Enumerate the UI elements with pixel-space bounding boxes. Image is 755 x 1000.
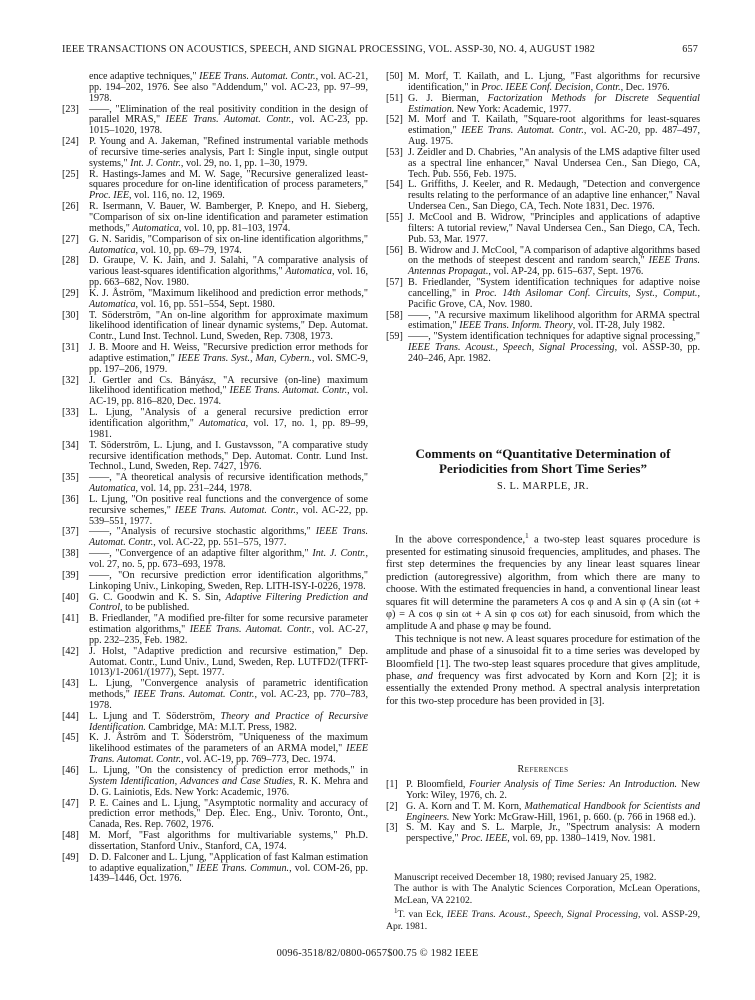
reference-item — [62, 593, 368, 615]
reference-item — [62, 733, 368, 766]
reference-source: IEEE Trans. Syst., Man, Cybern. — [177, 352, 312, 364]
reference-segment: , Pacific Grove, CA, Nov. 1980. — [408, 287, 700, 310]
reference-segment: , to be published. — [120, 602, 190, 614]
reference-source: Proc. IEEE Conf. Decision, Contr. — [481, 81, 621, 93]
reference-item — [62, 614, 368, 647]
reference-source: Proc. IEEE — [461, 833, 508, 845]
reference-item — [62, 571, 368, 593]
reference-number: [39] — [62, 569, 79, 581]
reference-segment: M. Morf, "Fast algorithms for multivariable systems," Ph.D. dissertation, Stanford Univ., Stanford, CA, 1974. — [89, 830, 368, 852]
paragraph — [386, 634, 700, 708]
reference-segment: T. Söderström, L. Ljung, and I. Gustavsson, "A comparative study recursive identification methods," Dep. Automat. Contr. Lund Inst. Technol., Lund, Sweden, Rep. 7427, 1976. — [89, 439, 368, 473]
reference-item — [386, 802, 700, 824]
text: frequency was first advocated by Korn and Korn [2]; it is essentially the extended Prony method. A spectral analysis interpretation for this two-step procedure has been provided in [3]. — [386, 670, 701, 707]
reference-segment: L. Ljung, "On positive real functions and the convergence of some recursive schemes," — [89, 493, 368, 516]
article-title: Comments on “Quantitative Determination of Periodicities from Short Time Series” — [415, 446, 671, 476]
reference-segment: , vol. 16, pp. 551–554, Sept. 1980. — [135, 298, 275, 310]
reference-number: [43] — [62, 678, 79, 690]
reference-segment: , vol. AC-22, pp. 551–575, 1977. — [153, 537, 287, 549]
reference-text — [89, 527, 368, 549]
reference-source: IEEE Trans. Automat. Contr. — [165, 114, 292, 126]
reference-segment: D. Graupe, V. K. Jain, and J. Salahi, "A comparative analysis of various least-squares identification algorithms," — [89, 255, 368, 278]
reference-text — [408, 115, 700, 148]
reference-segment: L. Ljung, "On the consistency of prediction error methods," in — [89, 765, 368, 776]
reference-number: [29] — [62, 287, 79, 299]
reference-source: Adaptive Filtering Prediction and Control — [89, 591, 368, 614]
reference-item — [62, 799, 368, 832]
reference-number: [30] — [62, 309, 79, 321]
reference-source: Proc. IEE — [89, 190, 129, 202]
reference-text — [89, 235, 368, 257]
reference-segment: B. Friedlander, "A modified pre-filter for some recursive parameter estimation algorithms," — [89, 613, 368, 636]
reference-segment: L. Griffiths, J. Keeler, and R. Medaugh, "Detection and convergence results relating to the performance of an adaptive line enhancer," Naval Undersea Cen., San Diego, CA, Tech. Note 1831, Dec. 1976. — [408, 179, 700, 213]
text: a two-step least squares procedure is presented for estimating sinusoid frequencies, amplitudes, and phases. The first step determines the frequencies by any linear least squares linear prediction (autoregressive) algorithm, from which there are many to choose. With the estimated frequencies in hand, a conventional linear least squares fit will determine the parameters A cos φ and A sin φ (A sin (ωt + φ) = A cos φ sin ωt + A sin φ cos ωt) for each sinusoid, from which the amplitude A and phase φ may be found. — [386, 534, 701, 633]
article-body — [386, 530, 700, 708]
reference-text — [89, 202, 368, 235]
footnote-mark: 1 — [525, 532, 529, 540]
ref-text: ence adaptive techniques," — [89, 71, 200, 82]
reference-source: IEEE Trans. Automat. Contr. — [229, 385, 348, 397]
text: and — [417, 670, 433, 682]
reference-segment: L. Ljung and T. Söderström, — [89, 710, 221, 722]
article-references — [386, 780, 700, 845]
reference-segment: J. Zeidler and D. Chabries, "An analysis of the LMS adaptive filter used as a spectral line enhancer," Naval Undersea Cen., San Diego, CA, Tech. Pub. 556, Feb. 1975. — [408, 146, 700, 180]
reference-number: [1] — [386, 779, 398, 790]
reference-source: IEEE Trans. Automat. Contr. — [461, 125, 584, 137]
reference-text — [89, 614, 368, 647]
reference-source: Int. J. Contr. — [312, 548, 366, 560]
reference-item — [62, 137, 368, 170]
reference-item — [62, 343, 368, 376]
reference-segment: J. B. Moore and H. Weiss, "Recursive prediction error methods for adaptive estimation," — [89, 342, 368, 364]
reference-number: [27] — [62, 233, 79, 245]
left-column-references — [62, 72, 368, 885]
reference-number: [38] — [62, 548, 79, 560]
reference-number: [25] — [62, 168, 79, 180]
reference-text — [89, 647, 368, 680]
reference-item — [62, 549, 368, 571]
reference-number: [37] — [62, 526, 79, 538]
reference-number: [28] — [62, 255, 79, 267]
reference-text — [408, 148, 700, 181]
reference-segment: P. Young and A. Jakeman, "Refined instrumental variable methods of recursive time-series analysis, Part I: Single input, single output systems," — [89, 136, 368, 169]
reference-segment: ——, "Convergence of an adaptive filter algorithm," — [89, 548, 313, 560]
reference-text — [408, 278, 700, 311]
reference-source: Int. J. Contr. — [130, 157, 181, 169]
reference-source: IEEE Trans. Automat. Contr. — [133, 689, 255, 701]
reference-number: [31] — [62, 342, 79, 354]
reference-source: Automatica — [89, 298, 136, 310]
reference-item — [62, 289, 368, 311]
reference-item — [62, 256, 368, 289]
reference-segment: , vol. 27, no. 5, pp. 673–693, 1978. — [89, 548, 368, 570]
reference-source: Mathematical Handbook for Scientists and Engineers. — [406, 800, 700, 823]
reference-segment: G. A. Korn and T. M. Korn, — [406, 800, 525, 812]
reference-item — [62, 105, 368, 138]
reference-number: [34] — [62, 439, 79, 451]
reference-segment: ——, "A theoretical analysis of recursive identification methods," — [89, 472, 368, 484]
reference-segment: , vol. 16, pp. 663–682, Nov. 1980. — [89, 266, 368, 289]
text: This technique is not new. A least squares procedure for estimation of the amplitude and phase of a sinusoidal fit to a time series was developed by Bloomfield [1]. The two-step least squares procedure that gives amplitude, phase, — [386, 633, 700, 682]
reference-number: [54] — [386, 179, 403, 191]
reference-segment: , vol. 69, pp. 1380–1419, Nov. 1981. — [507, 833, 656, 845]
reference-item — [386, 213, 700, 246]
reference-segment: J. McCool and B. Widrow, "Principles and applications of adaptive filters: A tutorial review," Naval Undersea Cen., San Diego, CA, Tech. Pub. 53, Mar. 1977. — [408, 211, 700, 245]
reference-segment: ——, "System identification techniques for adaptive signal processing," — [408, 331, 700, 343]
reference-segment: P. E. Caines and L. Ljung, "Asymptotic normality and accuracy of prediction error methods," Dep. Elec. Eng., Univ. Toronto, Ont., Canada, Res. Rep. 7602, 1976. — [89, 797, 368, 831]
reference-text — [89, 571, 368, 593]
reference-segment: , vol. 10, pp. 69–79, 1974. — [135, 244, 242, 256]
reference-source: Automatica — [132, 222, 179, 234]
footnote — [386, 906, 700, 932]
reference-text — [406, 780, 700, 802]
reference-list — [62, 105, 368, 886]
reference-item — [386, 780, 700, 802]
reference-segment: New York: McGraw-Hill, 1961, p. 660. (p. 766 in 1968 ed.). — [449, 811, 696, 823]
reference-segment: J. Holst, "Adaptive prediction and recursive estimation," Dep. Automat. Contr., Lund Univ., Lund, Sweden, Rep. LUTFD2/(TFRT-1013)/1-2061/(1977), Sept. 1977. — [89, 645, 368, 679]
reference-item — [62, 376, 368, 409]
reference-segment: , vol. 17, no. 1, pp. 89–99, 1981. — [89, 418, 368, 440]
footnote-mark: 1 — [394, 907, 398, 916]
references-heading: References — [517, 764, 569, 775]
reference-number: [52] — [386, 114, 403, 126]
reference-item — [62, 647, 368, 680]
reference-segment: , vol. AC-27, pp. 232–235, Feb. 1982. — [89, 624, 369, 646]
reference-text — [89, 831, 368, 853]
reference-text — [408, 94, 700, 116]
reference-text — [89, 376, 368, 409]
reference-segment: , vol. AP-24, pp. 615–637, Sept. 1976. — [488, 266, 644, 278]
reference-text — [89, 549, 368, 571]
reference-segment: , vol. AC-23, pp. 1015–1020, 1978. — [89, 114, 368, 137]
reference-segment: M. Morf and T. Kailath, "Square-root algorithms for least-squares estimation," — [408, 114, 700, 137]
reference-number: [46] — [62, 765, 79, 776]
reference-number: [50] — [386, 71, 403, 82]
reference-source: Automatica — [285, 266, 332, 278]
reference-number: [40] — [62, 591, 79, 603]
reference-segment: , vol. IT-28, July 1982. — [572, 320, 665, 332]
reference-number: [45] — [62, 732, 79, 744]
reference-item — [62, 170, 368, 203]
reference-number: [36] — [62, 493, 79, 505]
reference-segment: M. Morf, T. Kailath, and L. Ljung, "Fast algorithms for recursive identification," in — [408, 71, 700, 93]
reference-segment: Cambridge, MA: M.I.T. Press, 1982. — [145, 721, 297, 733]
reference-segment: , vol. AC-23, pp. 770–783, 1978. — [89, 689, 369, 711]
reference-text — [89, 679, 368, 712]
reference-number: [44] — [62, 710, 79, 722]
reference-source: Automatica — [89, 483, 136, 495]
reference-item — [386, 823, 700, 845]
reference-item — [62, 853, 368, 886]
reference-segment: J. Gertler and Cs. Bányász, "A recursive (on-line) maximum likelihood identification method," — [89, 374, 368, 397]
reference-text — [89, 289, 368, 311]
reference-segment: G. N. Saridis, "Comparison of six on-line identification algorithms," — [89, 233, 368, 245]
reference-text — [89, 593, 368, 615]
reference-text — [89, 495, 368, 528]
reference-text — [408, 311, 700, 333]
reference-source: Fourier Analysis of Time Series: An Introduction. — [469, 779, 678, 790]
reference-source: Automatica — [199, 418, 246, 429]
reference-source: IEEE Trans. Commun. — [196, 862, 290, 874]
reference-segment: L. Ljung, "Analysis of a general recursive prediction error identification algorithm," — [89, 407, 368, 429]
reference-source: IEEE Trans. Antennas Propagat. — [408, 255, 700, 278]
article-notes — [386, 872, 700, 932]
reference-segment: R. Hastings-James and M. W. Sage, "Recursive generalized least-squares procedure for on-line identification of process parameters," — [89, 168, 368, 191]
reference-segment: , vol. AC-19, pp. 816–820, Dec. 1974. — [89, 385, 368, 408]
reference-segment: K. J. Åström, "Maximum likelihood and prediction error methods," — [89, 287, 368, 299]
right-column-references — [386, 72, 700, 365]
reference-number: [24] — [62, 136, 79, 148]
reference-text — [89, 311, 368, 344]
reference-item — [62, 311, 368, 344]
reference-segment: , vol. SMC-9, pp. 197–206, 1979. — [89, 352, 368, 375]
reference-item — [62, 831, 368, 853]
ref-text: , vol. AC-21, pp. 194–202, 1976. See also "Addendum," vol. AC-23, pp. 97–99, 1978. — [89, 71, 369, 104]
reference-text — [89, 441, 368, 474]
reference-item — [62, 408, 368, 441]
reference-number: [33] — [62, 407, 79, 419]
reference-source: Theory and Practice of Recursive Identification. — [89, 710, 368, 733]
reference-item — [62, 679, 368, 712]
reference-number: [53] — [386, 146, 403, 158]
reference-number: [3] — [386, 822, 398, 834]
reference-number: [41] — [62, 613, 79, 625]
reference-segment: , vol. 10, pp. 81–103, 1974. — [178, 222, 291, 234]
reference-segment: ——, "A recursive maximum likelihood algorithm for ARMA spectral estimation," — [408, 309, 700, 332]
reference-text — [89, 170, 368, 203]
reference-text — [408, 72, 700, 94]
reference-text — [89, 766, 368, 799]
reference-source: IEEE Trans. Automat. Contr. — [189, 624, 312, 636]
reference-number: [57] — [386, 277, 403, 289]
reference-segment: L. Ljung, "Convergence analysis of parametric identification methods," — [89, 678, 368, 701]
reference-source: IEEE Trans. Automat. Contr. — [174, 504, 296, 516]
reference-segment: , Dec. 1976. — [620, 81, 670, 93]
reference-item — [62, 235, 368, 257]
reference-item — [386, 332, 700, 365]
reference-segment: ——, "Elimination of the real positivity condition in the design of parallel MRAS," — [89, 103, 368, 126]
reference-number: [55] — [386, 211, 403, 223]
reference-segment: D. D. Falconer and L. Ljung, "Application of fast Kalman estimation to adaptive equalization," — [89, 851, 368, 874]
reference-item — [62, 495, 368, 528]
reference-number: [49] — [62, 851, 79, 863]
reference-segment: , vol. 29, no. 1, pp. 1–30, 1979. — [180, 157, 308, 169]
reference-segment: , vol. AC-22, pp. 539–551, 1977. — [89, 504, 369, 527]
reference-segment: , vol. 116, no. 12, 1969. — [129, 190, 225, 202]
reference-item — [386, 148, 700, 181]
reference-segment: , vol. COM-26, pp. 1439–1446, Oct. 1976. — [89, 862, 368, 885]
reference-text — [89, 853, 368, 886]
reference-text — [89, 408, 368, 441]
reference-segment: ——, "On recursive prediction error identification algorithms," Linkoping Univ., Linkoping, Sweden, Rep. LITH-ISY-I-0226, 1978. — [89, 569, 368, 592]
reference-text — [89, 799, 368, 832]
reference-segment: , vol. AC-20, pp. 487–497, Aug. 1975. — [408, 125, 701, 148]
reference-continuation — [62, 72, 368, 105]
reference-segment: , vol. AC-19, pp. 769–773, Dec. 1974. — [181, 754, 336, 766]
reference-number: [42] — [62, 645, 79, 657]
reference-item — [386, 94, 700, 116]
reference-segment: T. Söderström, "An on-line algorithm for approximate maximum likelihood identification of linear dynamic systems," Dep. Automat. Contr., Lund Inst. Technol. Lund, Sweden, Rep. 7308, 1973. — [89, 309, 368, 343]
reference-source: IEEE Trans. Automat. Contr. — [89, 526, 368, 549]
reference-source: System Identification, Advances and Case Studies — [89, 775, 293, 787]
reference-source: IEEE Trans. Inform. Theory — [459, 320, 573, 332]
author-affiliation: The author is with The Analytic Sciences Corporation, McLean Operations, McLean, VA 22102. — [394, 883, 700, 906]
reference-number: [51] — [386, 92, 403, 104]
reference-item — [386, 311, 700, 333]
reference-segment: B. Friedlander, "System identification techniques for adaptive noise cancelling," in — [408, 277, 700, 299]
reference-text — [408, 246, 700, 279]
reference-number: [2] — [386, 800, 398, 812]
reference-segment: , vol. ASSP-30, pp. 240–246, Apr. 1982. — [408, 342, 700, 364]
copyright-footer: 0096-3518/82/0800-0657$00.75 © 1982 IEEE — [276, 948, 479, 959]
reference-segment: , vol. 14, pp. 231–244, 1978. — [135, 483, 252, 495]
reference-segment: G. J. Bierman, — [408, 92, 488, 104]
text: , vol. ASSP-29, Apr. 1981. — [386, 909, 700, 932]
reference-item — [62, 202, 368, 235]
reference-segment: B. Widrow and J. McCool, "A comparison of adaptive algorithms based on the methods of steepest descent and random search," — [408, 244, 700, 267]
reference-source: IEEE Trans. Acoust., Speech, Signal Processing — [408, 342, 615, 354]
reference-item — [62, 766, 368, 799]
reference-segment: New York: Wiley, 1976, ch. 2. — [406, 779, 700, 801]
reference-source: Factorization Methods for Discrete Sequential Estimation. — [408, 92, 700, 115]
reference-source: IEEE Trans. Automat. Contr. — [89, 743, 368, 766]
reference-number: [58] — [386, 309, 403, 321]
reference-number: [35] — [62, 472, 79, 484]
reference-item — [386, 72, 700, 94]
reference-number: [26] — [62, 201, 79, 213]
reference-item — [386, 180, 700, 213]
reference-number: [48] — [62, 830, 79, 842]
reference-text — [89, 712, 368, 734]
reference-text — [408, 213, 700, 246]
reference-segment: , R. K. Mehra and D. G. Lainiotis, Eds. New York: Academic, 1976. — [89, 775, 369, 798]
text: In the above correspondence, — [395, 534, 526, 546]
reference-text — [89, 343, 368, 376]
reference-segment: ——, "Analysis of recursive stochastic algorithms," — [89, 526, 316, 538]
reference-segment: G. C. Goodwin and K. S. Sin, — [89, 591, 226, 603]
reference-text — [89, 256, 368, 289]
reference-text — [89, 105, 368, 138]
reference-item — [386, 246, 700, 279]
reference-item — [386, 115, 700, 148]
reference-item — [386, 278, 700, 311]
reference-segment: P. Bloomfield, — [406, 779, 470, 790]
reference-text — [89, 473, 368, 495]
running-header — [62, 44, 698, 55]
reference-number: [23] — [62, 103, 79, 115]
reference-segment: R. Isermann, V. Bauer, W. Bamberger, P. Knepo, and H. Sieberg, "Comparison of six on-line identification and parameter estimation methods," — [89, 201, 368, 234]
manuscript-note: Manuscript received December 18, 1980; revised January 25, 1982. — [394, 872, 657, 883]
reference-text — [408, 332, 700, 365]
article-author: S. L. MARPLE, JR. — [497, 481, 589, 492]
reference-text — [89, 733, 368, 766]
reference-segment: K. J. Åström and T. Söderström, "Uniqueness of the maximum likelihood estimates of the parameters of an ARMA model," — [89, 732, 368, 755]
page-number: 657 — [682, 44, 698, 55]
reference-source: Proc. 14th Asilomar Conf. Circuits, Syst., Comput. — [475, 287, 698, 299]
reference-item — [62, 712, 368, 734]
reference-text — [406, 823, 700, 845]
reference-number: [56] — [386, 244, 403, 256]
reference-number: [59] — [386, 331, 403, 343]
reference-item — [62, 527, 368, 549]
text: T. van Eck, — [397, 909, 447, 921]
reference-source: Automatica — [89, 244, 136, 256]
text: IEEE Trans. Acoust., Speech, Signal Processing — [446, 909, 638, 921]
ref-journal: IEEE Trans. Automat. Contr. — [199, 71, 316, 82]
paragraph — [386, 530, 700, 634]
reference-text — [408, 180, 700, 213]
reference-item — [62, 473, 368, 495]
journal-header: IEEE TRANSACTIONS ON ACOUSTICS, SPEECH, AND SIGNAL PROCESSING, VOL. ASSP-30, NO. 4, AUGUST 1982 — [62, 44, 595, 55]
reference-segment: S. M. Kay and S. L. Marple, Jr., "Spectrum analysis: A modern perspective," — [406, 822, 700, 845]
reference-segment: New York: Academic, 1977. — [454, 103, 572, 115]
reference-number: [32] — [62, 374, 79, 386]
reference-text — [89, 137, 368, 170]
reference-text — [406, 802, 700, 824]
reference-item — [62, 441, 368, 474]
reference-number: [47] — [62, 797, 79, 809]
